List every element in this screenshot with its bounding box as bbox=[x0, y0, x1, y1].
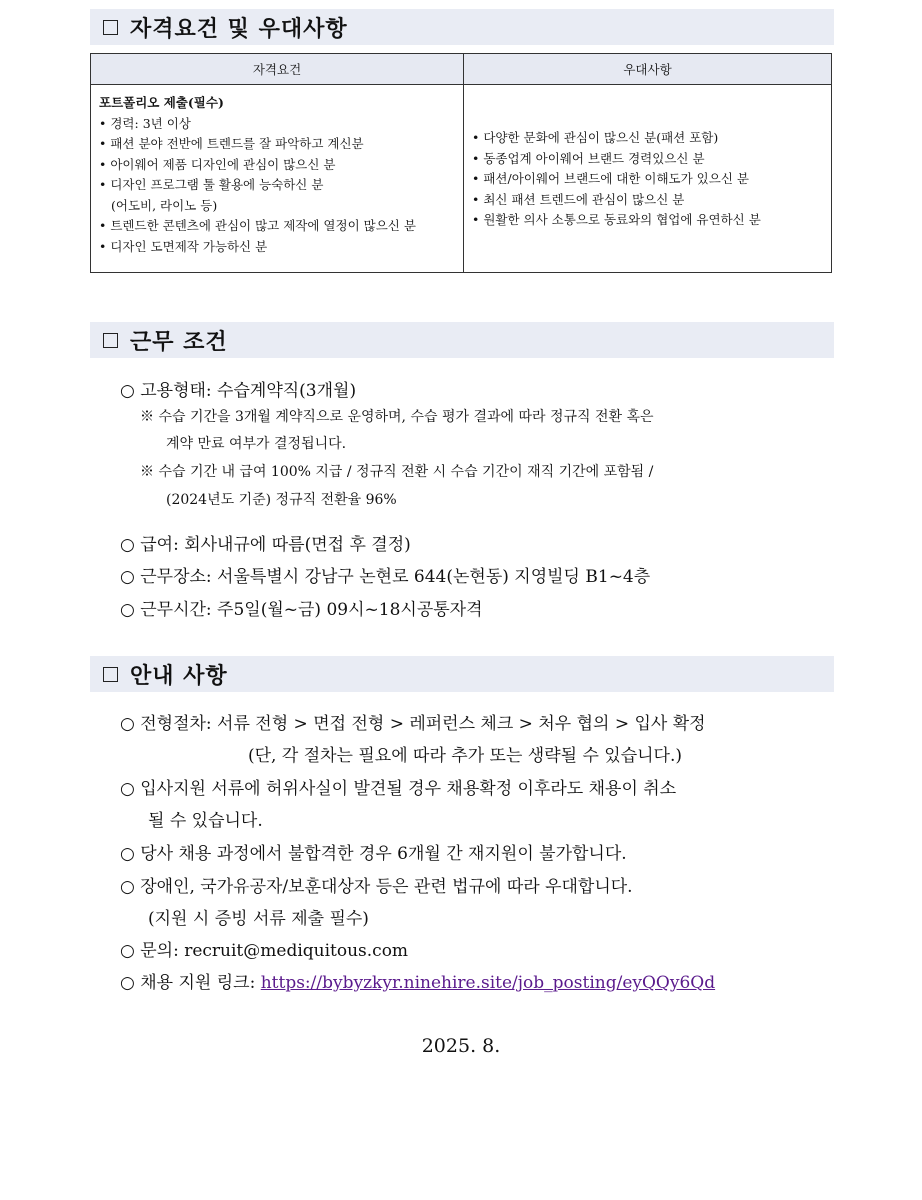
section-header-qualifications bbox=[90, 9, 834, 45]
salary-note-line2: (2024년도 기준) 정규직 전환율 96% bbox=[166, 492, 397, 508]
section-header-notice bbox=[90, 656, 834, 692]
salary: ○ 급여: 회사내규에 따름(면접 후 결정) bbox=[120, 535, 411, 555]
table-header-requirements: 자격요건 bbox=[91, 54, 464, 85]
probation-note-line1: ※ 수습 기간을 3개월 계약직으로 운영하며, 수습 평가 결과에 따라 정규직 전환 혹은 bbox=[140, 409, 654, 425]
list-item: • 패션 분야 전반에 트렌드를 잘 파악하고 계신분 bbox=[99, 134, 457, 155]
list-item: • 디자인 도면제작 가능하신 분 bbox=[99, 237, 457, 258]
section-title: 안내 사항 bbox=[130, 663, 228, 689]
section-title: 근무 조건 bbox=[130, 329, 228, 355]
contact-email: ○ 문의: recruit@mediquitous.com bbox=[120, 941, 409, 961]
reapply-notice: ○ 당사 채용 과정에서 불합격한 경우 6개월 간 재지원이 불가합니다. bbox=[120, 844, 627, 864]
qualifications-table bbox=[90, 53, 832, 273]
salary-note-line1: ※ 수습 기간 내 급여 100% 지급 / 정규직 전환 시 수습 기간이 재직 기간에 포함됨 / bbox=[140, 464, 654, 480]
requirements-cell bbox=[91, 85, 464, 273]
veteran-line1: ○ 장애인, 국가유공자/보훈대상자 등은 관련 법규에 따라 우대합니다. bbox=[120, 877, 633, 897]
list-item: • 아이웨어 제품 디자인에 관심이 많으신 분 bbox=[99, 155, 457, 176]
list-item: • 최신 패션 트렌드에 관심이 많으신 분 bbox=[472, 190, 825, 211]
apply-link[interactable]: https://bybyzkyr.ninehire.site/job_posting/eyQQy6Qd bbox=[260, 973, 716, 993]
checkbox-square-icon bbox=[103, 667, 118, 682]
preferences-cell bbox=[464, 85, 832, 273]
list-item-sub: (어도비, 라이노 등) bbox=[111, 197, 218, 213]
section-title: 자격요건 및 우대사항 bbox=[130, 16, 348, 42]
probation-note-line2: 계약 만료 여부가 결정됩니다. bbox=[166, 436, 347, 452]
list-item: • 동종업계 아이웨어 브랜드 경력있으신 분 bbox=[472, 149, 825, 170]
apply-link-row bbox=[120, 968, 715, 993]
process-line1: ○ 전형절차: 서류 전형 > 면접 전형 > 레퍼런스 체크 > 처우 협의 > 입사 확정 bbox=[120, 714, 706, 734]
apply-link-label: ○ 채용 지원 링크: bbox=[120, 973, 261, 993]
process-line2: (단, 각 절차는 필요에 따라 추가 또는 생략될 수 있습니다.) bbox=[248, 746, 682, 766]
work-hours: ○ 근무시간: 주5일(월~금) 09시~18시공통자격 bbox=[120, 600, 483, 620]
list-item: • 패션/아이웨어 브랜드에 대한 이해도가 있으신 분 bbox=[472, 169, 825, 190]
work-location: ○ 근무장소: 서울특별시 강남구 논현로 644(논현동) 지영빌딩 B1~4층 bbox=[120, 567, 651, 587]
table-header-preferences: 우대사항 bbox=[464, 54, 832, 85]
checkbox-square-icon bbox=[103, 20, 118, 35]
list-item: • 원활한 의사 소통으로 동료와의 협업에 유연하신 분 bbox=[472, 210, 825, 231]
document-date: 2025. 8. bbox=[421, 1035, 501, 1057]
false-info-line1: ○ 입사지원 서류에 허위사실이 발견될 경우 채용확정 이후라도 채용이 취소 bbox=[120, 779, 677, 799]
checkbox-square-icon bbox=[103, 333, 118, 348]
list-item: • 트렌드한 콘텐츠에 관심이 많고 제작에 열정이 많으신 분 bbox=[99, 216, 457, 237]
list-item: • 경력: 3년 이상 bbox=[99, 114, 457, 135]
section-header-conditions bbox=[90, 322, 834, 358]
list-item: • 디자인 프로그램 툴 활용에 능숙하신 분 bbox=[99, 175, 457, 196]
list-item: • 다양한 문화에 관심이 많으신 분(패션 포함) bbox=[472, 128, 825, 149]
veteran-line2: (지원 시 증빙 서류 제출 필수) bbox=[148, 909, 369, 929]
portfolio-required: 포트폴리오 제출(필수) bbox=[99, 95, 224, 110]
employment-type: ○ 고용형태: 수습계약직(3개월) bbox=[120, 381, 357, 401]
false-info-line2: 될 수 있습니다. bbox=[148, 811, 263, 831]
